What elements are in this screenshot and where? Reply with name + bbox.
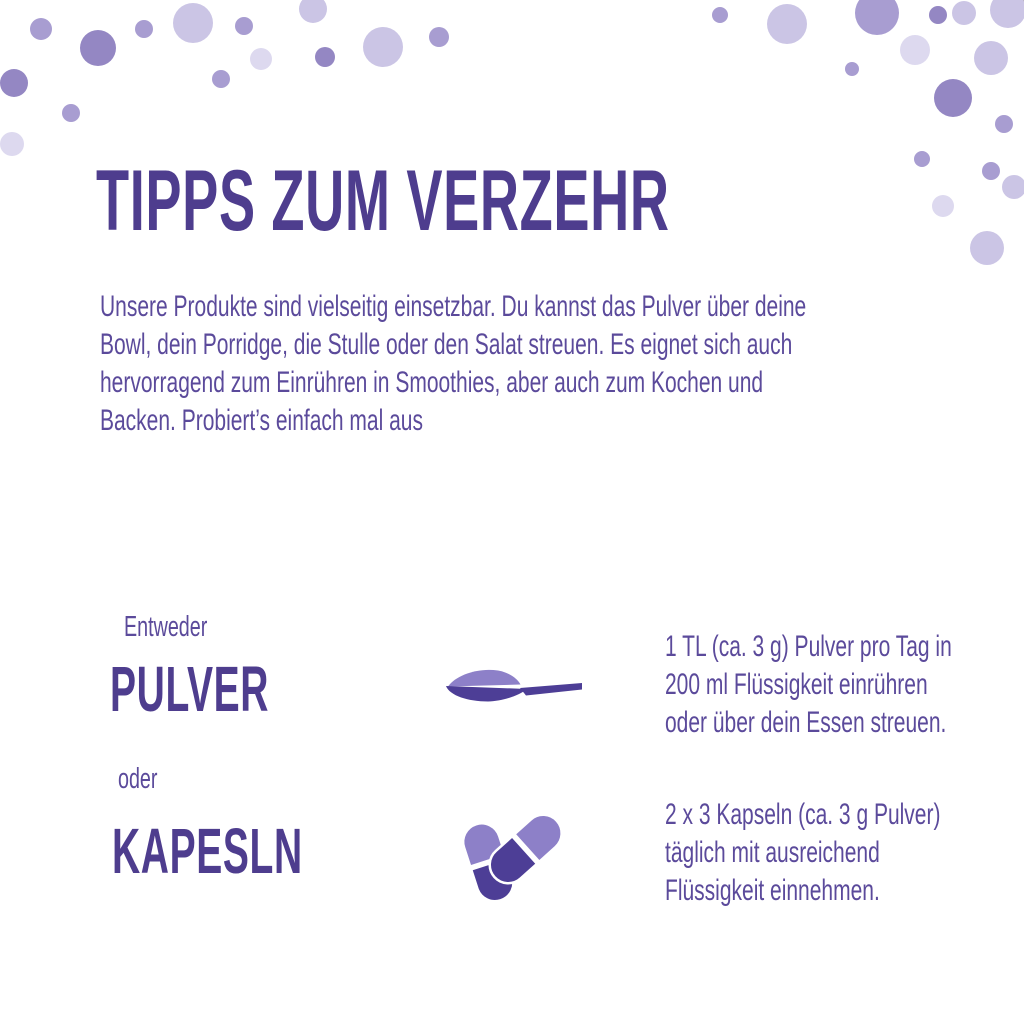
instruction-line: Flüssigkeit einnehmen.: [665, 874, 880, 907]
instruction-line: täglich mit ausreichend: [665, 836, 880, 869]
decorative-dot: [855, 0, 899, 35]
spoon-handle: [520, 683, 582, 696]
decorative-dot: [970, 231, 1004, 265]
decorative-dot: [934, 79, 972, 117]
decorative-dot: [173, 3, 213, 43]
decorative-dot: [929, 6, 947, 24]
decorative-dot: [974, 41, 1008, 75]
intro-text: [100, 288, 806, 440]
decorative-dot: [767, 4, 807, 44]
decorative-dot: [299, 0, 327, 23]
instruction-line: 200 ml Flüssigkeit einrühren: [665, 668, 928, 701]
powder-name: PULVER: [110, 653, 270, 725]
spoon-icon: [440, 660, 590, 715]
decorative-dot: [0, 69, 28, 97]
decorative-dot: [1002, 175, 1024, 199]
instruction-line: oder über dein Essen streuen.: [665, 706, 947, 739]
intro-line: Bowl, dein Porridge, die Stulle oder den Salat streuen. Es eignet sich auch: [100, 328, 793, 361]
capsules-icon: [450, 795, 580, 910]
powder-heap: [448, 670, 521, 687]
intro-line: Unsere Produkte sind vielseitig einsetzbar. Du kannst das Pulver über deine: [100, 290, 807, 323]
spoon-bowl: [446, 686, 527, 702]
decorative-dot: [135, 20, 153, 38]
decorative-dot: [914, 151, 930, 167]
intro-line: hervorragend zum Einrühren in Smoothies, aber auch zum Kochen und: [100, 366, 764, 399]
decorative-dot: [982, 162, 1000, 180]
instruction-line: 2 x 3 Kapseln (ca. 3 g Pulver): [665, 798, 941, 831]
decorative-dot: [845, 62, 859, 76]
decorative-dot: [932, 195, 954, 217]
capsules-name: KAPESLN: [112, 815, 303, 887]
decorative-dot: [250, 48, 272, 70]
powder-qualifier: Entweder: [124, 611, 208, 643]
capsules-instruction: [665, 796, 940, 910]
powder-instruction: [665, 628, 952, 742]
decorative-dot: [80, 30, 116, 66]
decorative-dot: [952, 1, 976, 25]
decorative-dot: [363, 27, 403, 67]
decorative-dot: [900, 35, 930, 65]
decorative-dot: [0, 132, 24, 156]
page-title: TIPPS ZUM VERZEHR: [96, 153, 670, 249]
decorative-dot: [235, 17, 253, 35]
decorative-dot: [429, 27, 449, 47]
decorative-dot: [315, 47, 335, 67]
decorative-dot: [995, 115, 1013, 133]
decorative-dot: [62, 104, 80, 122]
instruction-line: 1 TL (ca. 3 g) Pulver pro Tag in: [665, 630, 952, 663]
decorative-dot: [30, 18, 52, 40]
intro-line: Backen. Probiert’s einfach mal aus: [100, 404, 423, 437]
decorative-dot: [990, 0, 1024, 28]
decorative-dot: [212, 70, 230, 88]
capsules-qualifier: oder: [118, 763, 158, 795]
decorative-dot: [712, 7, 728, 23]
